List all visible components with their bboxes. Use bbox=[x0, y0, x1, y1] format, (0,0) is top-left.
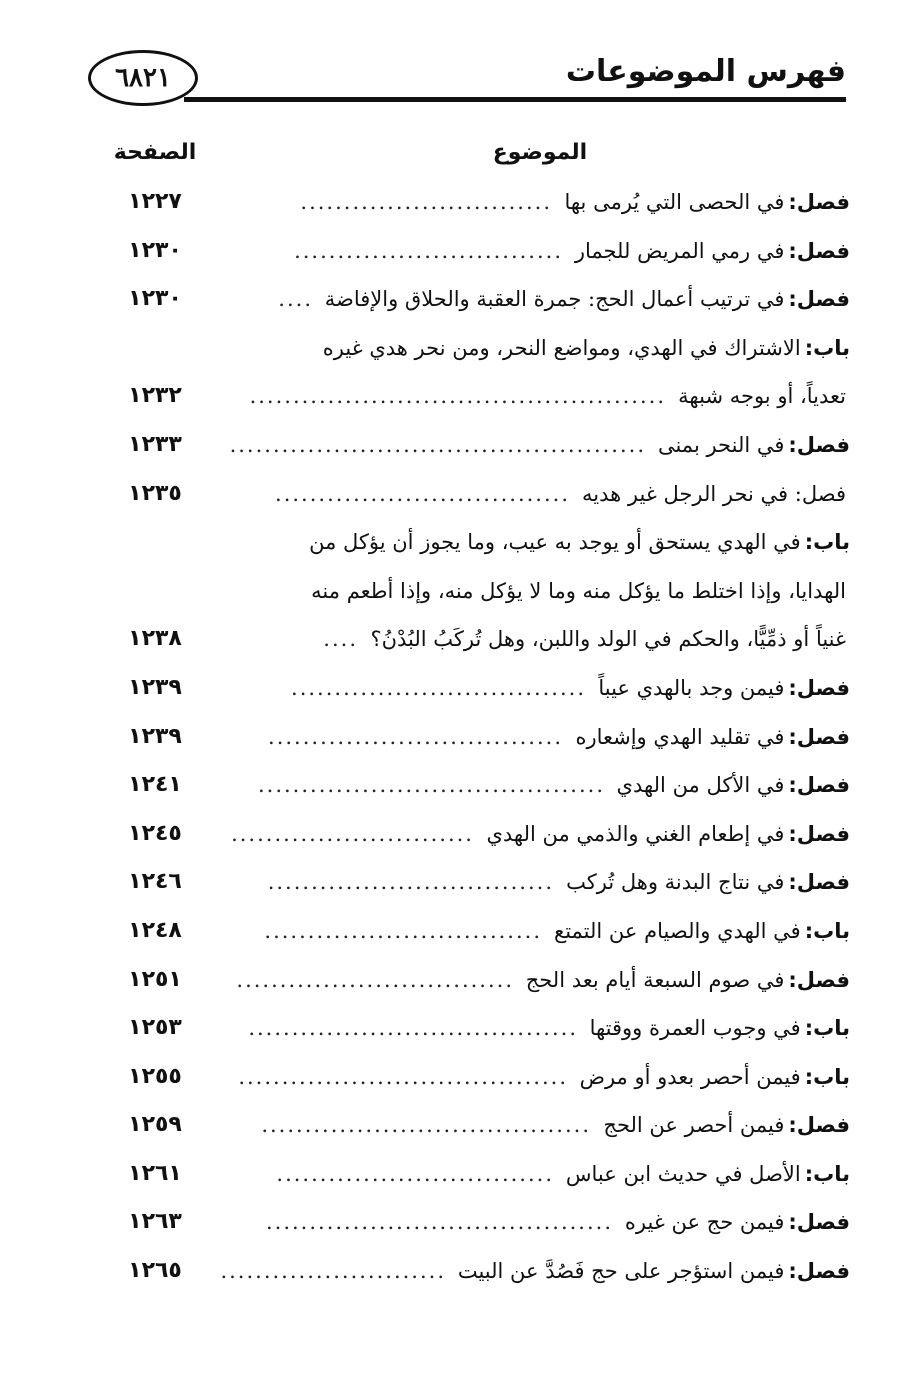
leader-dots: ................................ bbox=[276, 1161, 554, 1186]
toc-row bbox=[110, 713, 850, 762]
toc-row bbox=[110, 567, 850, 616]
toc-entry-text bbox=[309, 518, 850, 567]
toc-row bbox=[110, 518, 850, 567]
entry-title: في النحر بمنى bbox=[657, 432, 785, 457]
toc-row bbox=[110, 858, 850, 907]
entry-title: فيمن استؤجر على حج فَصُدَّ عن البيت bbox=[457, 1259, 785, 1284]
toc-row bbox=[110, 1150, 850, 1199]
leader-dots: ................................................ bbox=[249, 384, 666, 409]
entry-label: باب: bbox=[804, 1161, 850, 1186]
toc-row bbox=[110, 275, 850, 324]
toc-entry-text bbox=[582, 470, 850, 519]
leader-dots: .................................. bbox=[275, 481, 570, 506]
leader-dots: ........................................ bbox=[265, 1210, 613, 1235]
toc-entry-text bbox=[575, 227, 850, 276]
leader-dots: ................................ bbox=[236, 967, 514, 992]
entry-page-number: ١٢٦١ bbox=[128, 1160, 182, 1186]
entry-label: فصل: bbox=[788, 967, 850, 992]
entry-label: فصل: bbox=[788, 675, 850, 700]
leader-dots: ............................... bbox=[294, 238, 563, 263]
entry-label: فصل: bbox=[788, 1259, 850, 1284]
toc-row bbox=[110, 470, 850, 519]
entry-label: فصل: bbox=[788, 238, 850, 263]
entry-label: فصل: bbox=[788, 1113, 850, 1138]
table-of-contents bbox=[110, 178, 850, 1296]
toc-entry-text bbox=[617, 761, 850, 810]
toc-row bbox=[110, 1053, 850, 1102]
entry-page-number: ١٢٦٥ bbox=[128, 1258, 182, 1284]
entry-label: فصل: bbox=[788, 724, 850, 749]
entry-title: تعدياً، أو بوجه شبهة bbox=[678, 384, 846, 409]
entry-title: في رمي المريض للجمار bbox=[574, 238, 785, 263]
entry-title: في تقليد الهدي وإشعاره bbox=[575, 724, 785, 749]
entry-page-number: ١٢٣٨ bbox=[128, 626, 182, 652]
entry-label: باب: bbox=[804, 530, 850, 555]
entry-label: فصل: bbox=[788, 870, 850, 895]
entry-page-number: ١٢٣٣ bbox=[128, 431, 182, 457]
entry-page-number: ١٢٤٨ bbox=[128, 917, 182, 943]
entry-page-number: ١٢٣٢ bbox=[128, 383, 182, 409]
toc-entry-text bbox=[486, 810, 850, 859]
leader-dots: ................................ bbox=[264, 918, 542, 943]
entry-title: فيمن حج عن غيره bbox=[624, 1210, 785, 1235]
leader-dots: ...................................... bbox=[261, 1113, 591, 1138]
toc-row bbox=[110, 1247, 850, 1296]
entry-title: الأصل في حديث ابن عباس bbox=[565, 1161, 801, 1186]
entry-page-number: ١٢٣٠ bbox=[128, 237, 182, 263]
leader-dots: ........................................ bbox=[257, 773, 605, 798]
entry-page-number: ١٢٥٣ bbox=[128, 1015, 182, 1041]
toc-entry-text bbox=[370, 615, 850, 664]
entry-title: في الحصى التي يُرمى بها bbox=[564, 190, 785, 214]
leader-dots: .......................... bbox=[220, 1259, 446, 1284]
toc-row bbox=[110, 907, 850, 956]
entry-title: فصل: في نحر الرجل غير هديه bbox=[582, 481, 846, 506]
toc-entry-text bbox=[323, 324, 850, 373]
leader-dots: ............................ bbox=[231, 821, 474, 846]
toc-entry-text bbox=[580, 1053, 850, 1102]
toc-row bbox=[110, 761, 850, 810]
entry-title: فيمن أحصر بعدو أو مرض bbox=[579, 1064, 801, 1089]
toc-entry-text bbox=[554, 907, 850, 956]
leader-dots: ...................................... bbox=[238, 1064, 568, 1089]
leader-dots: .... bbox=[323, 627, 358, 652]
leader-dots: ...................................... bbox=[248, 1016, 578, 1041]
entry-page-number: ١٢٤١ bbox=[128, 772, 182, 798]
toc-entry-text bbox=[325, 275, 850, 324]
entry-page-number: ١٢٥٥ bbox=[128, 1063, 182, 1089]
entry-page-number: ١٢٥٩ bbox=[128, 1112, 182, 1138]
entry-title: في الهدي يستحق أو يوجد به عيب، وما يجوز أن يؤكل من bbox=[309, 530, 801, 555]
toc-entry-text bbox=[566, 1150, 850, 1199]
entry-label: فصل: bbox=[788, 773, 850, 798]
page-number: ٦٨٢١ bbox=[115, 63, 171, 93]
toc-entry-text bbox=[311, 567, 850, 616]
entry-title: غنياً أو ذمِّيًّا، والحكم في الولد واللبن، وهل تُركَبُ البُدْنُ؟ bbox=[370, 627, 846, 652]
entry-title: في الأكل من الهدي bbox=[616, 773, 785, 798]
column-header-page: الصفحة bbox=[113, 140, 197, 165]
entry-page-number: ١٢٣٩ bbox=[128, 674, 182, 700]
header-rule bbox=[184, 97, 846, 102]
entry-label: فصل: bbox=[788, 821, 850, 846]
toc-row bbox=[110, 1198, 850, 1247]
column-header-topic: الموضوع bbox=[492, 140, 588, 165]
entry-page-number: ١٢٦٣ bbox=[128, 1209, 182, 1235]
entry-title: في ترتيب أعمال الحج: جمرة العقبة والحلاق والإفاضة bbox=[324, 287, 785, 312]
toc-row bbox=[110, 956, 850, 1005]
entry-label: باب: bbox=[804, 1016, 850, 1041]
leader-dots: ................................. bbox=[267, 870, 554, 895]
page-title: فهرس الموضوعات bbox=[565, 54, 846, 89]
entry-title: في وجوب العمرة ووقتها bbox=[589, 1016, 801, 1041]
toc-entry-text bbox=[590, 1004, 850, 1053]
toc-row bbox=[110, 421, 850, 470]
entry-title: فيمن أحصر عن الحج bbox=[603, 1113, 785, 1138]
toc-row bbox=[110, 1101, 850, 1150]
entry-page-number: ١٢٥١ bbox=[128, 966, 182, 992]
toc-entry-text bbox=[575, 713, 850, 762]
toc-row bbox=[110, 810, 850, 859]
toc-entry-text bbox=[658, 421, 850, 470]
toc-row bbox=[110, 324, 850, 373]
entry-title: الاشتراك في الهدي، ومواضع النحر، ومن نحر هدي غيره bbox=[322, 335, 801, 360]
leader-dots: .................................. bbox=[291, 675, 586, 700]
entry-label: فصل: bbox=[788, 287, 850, 312]
entry-label: باب: bbox=[804, 335, 850, 360]
entry-label: فصل: bbox=[788, 190, 850, 214]
entry-page-number: ١٢٤٦ bbox=[128, 869, 182, 895]
leader-dots: ............................. bbox=[300, 190, 552, 214]
toc-entry-text bbox=[603, 1101, 850, 1150]
entry-title: الهدايا، وإذا اختلط ما يؤكل منه وما لا يؤكل منه، وإذا أطعم منه bbox=[311, 578, 846, 603]
entry-page-number: ١٢٤٥ bbox=[128, 820, 182, 846]
toc-row bbox=[110, 615, 850, 664]
toc-row bbox=[110, 372, 850, 421]
toc-entry-text bbox=[458, 1247, 850, 1296]
toc-row bbox=[110, 227, 850, 276]
page-number-badge bbox=[88, 50, 198, 106]
toc-entry-text bbox=[625, 1198, 850, 1247]
entry-title: في صوم السبعة أيام بعد الحج bbox=[525, 967, 785, 992]
toc-entry-text bbox=[566, 858, 850, 907]
entry-title: في إطعام الغني والذمي من الهدي bbox=[486, 821, 785, 846]
toc-row bbox=[110, 1004, 850, 1053]
toc-entry-text bbox=[678, 372, 850, 421]
entry-page-number: ١٢٢٧ bbox=[128, 189, 182, 214]
entry-page-number: ١٢٣٥ bbox=[128, 480, 182, 506]
entry-title: في نتاج البدنة وهل تُركب bbox=[566, 870, 785, 895]
entry-title: فيمن وجد بالهدي عيباً bbox=[598, 675, 785, 700]
entry-label: باب: bbox=[804, 1064, 850, 1089]
leader-dots: ................................................ bbox=[229, 432, 646, 457]
entry-label: فصل: bbox=[788, 432, 850, 457]
entry-label: فصل: bbox=[788, 1210, 850, 1235]
leader-dots: .................................. bbox=[268, 724, 563, 749]
entry-page-number: ١٢٣٠ bbox=[128, 286, 182, 312]
toc-row bbox=[110, 178, 850, 227]
entry-page-number: ١٢٣٩ bbox=[128, 723, 182, 749]
toc-row bbox=[110, 664, 850, 713]
entry-title: في الهدي والصيام عن التمتع bbox=[554, 918, 801, 943]
leader-dots: .... bbox=[278, 287, 313, 312]
toc-entry-text bbox=[526, 956, 850, 1005]
toc-entry-text bbox=[564, 178, 850, 227]
entry-label: باب: bbox=[804, 918, 850, 943]
page-header bbox=[88, 40, 846, 110]
toc-entry-text bbox=[598, 664, 850, 713]
